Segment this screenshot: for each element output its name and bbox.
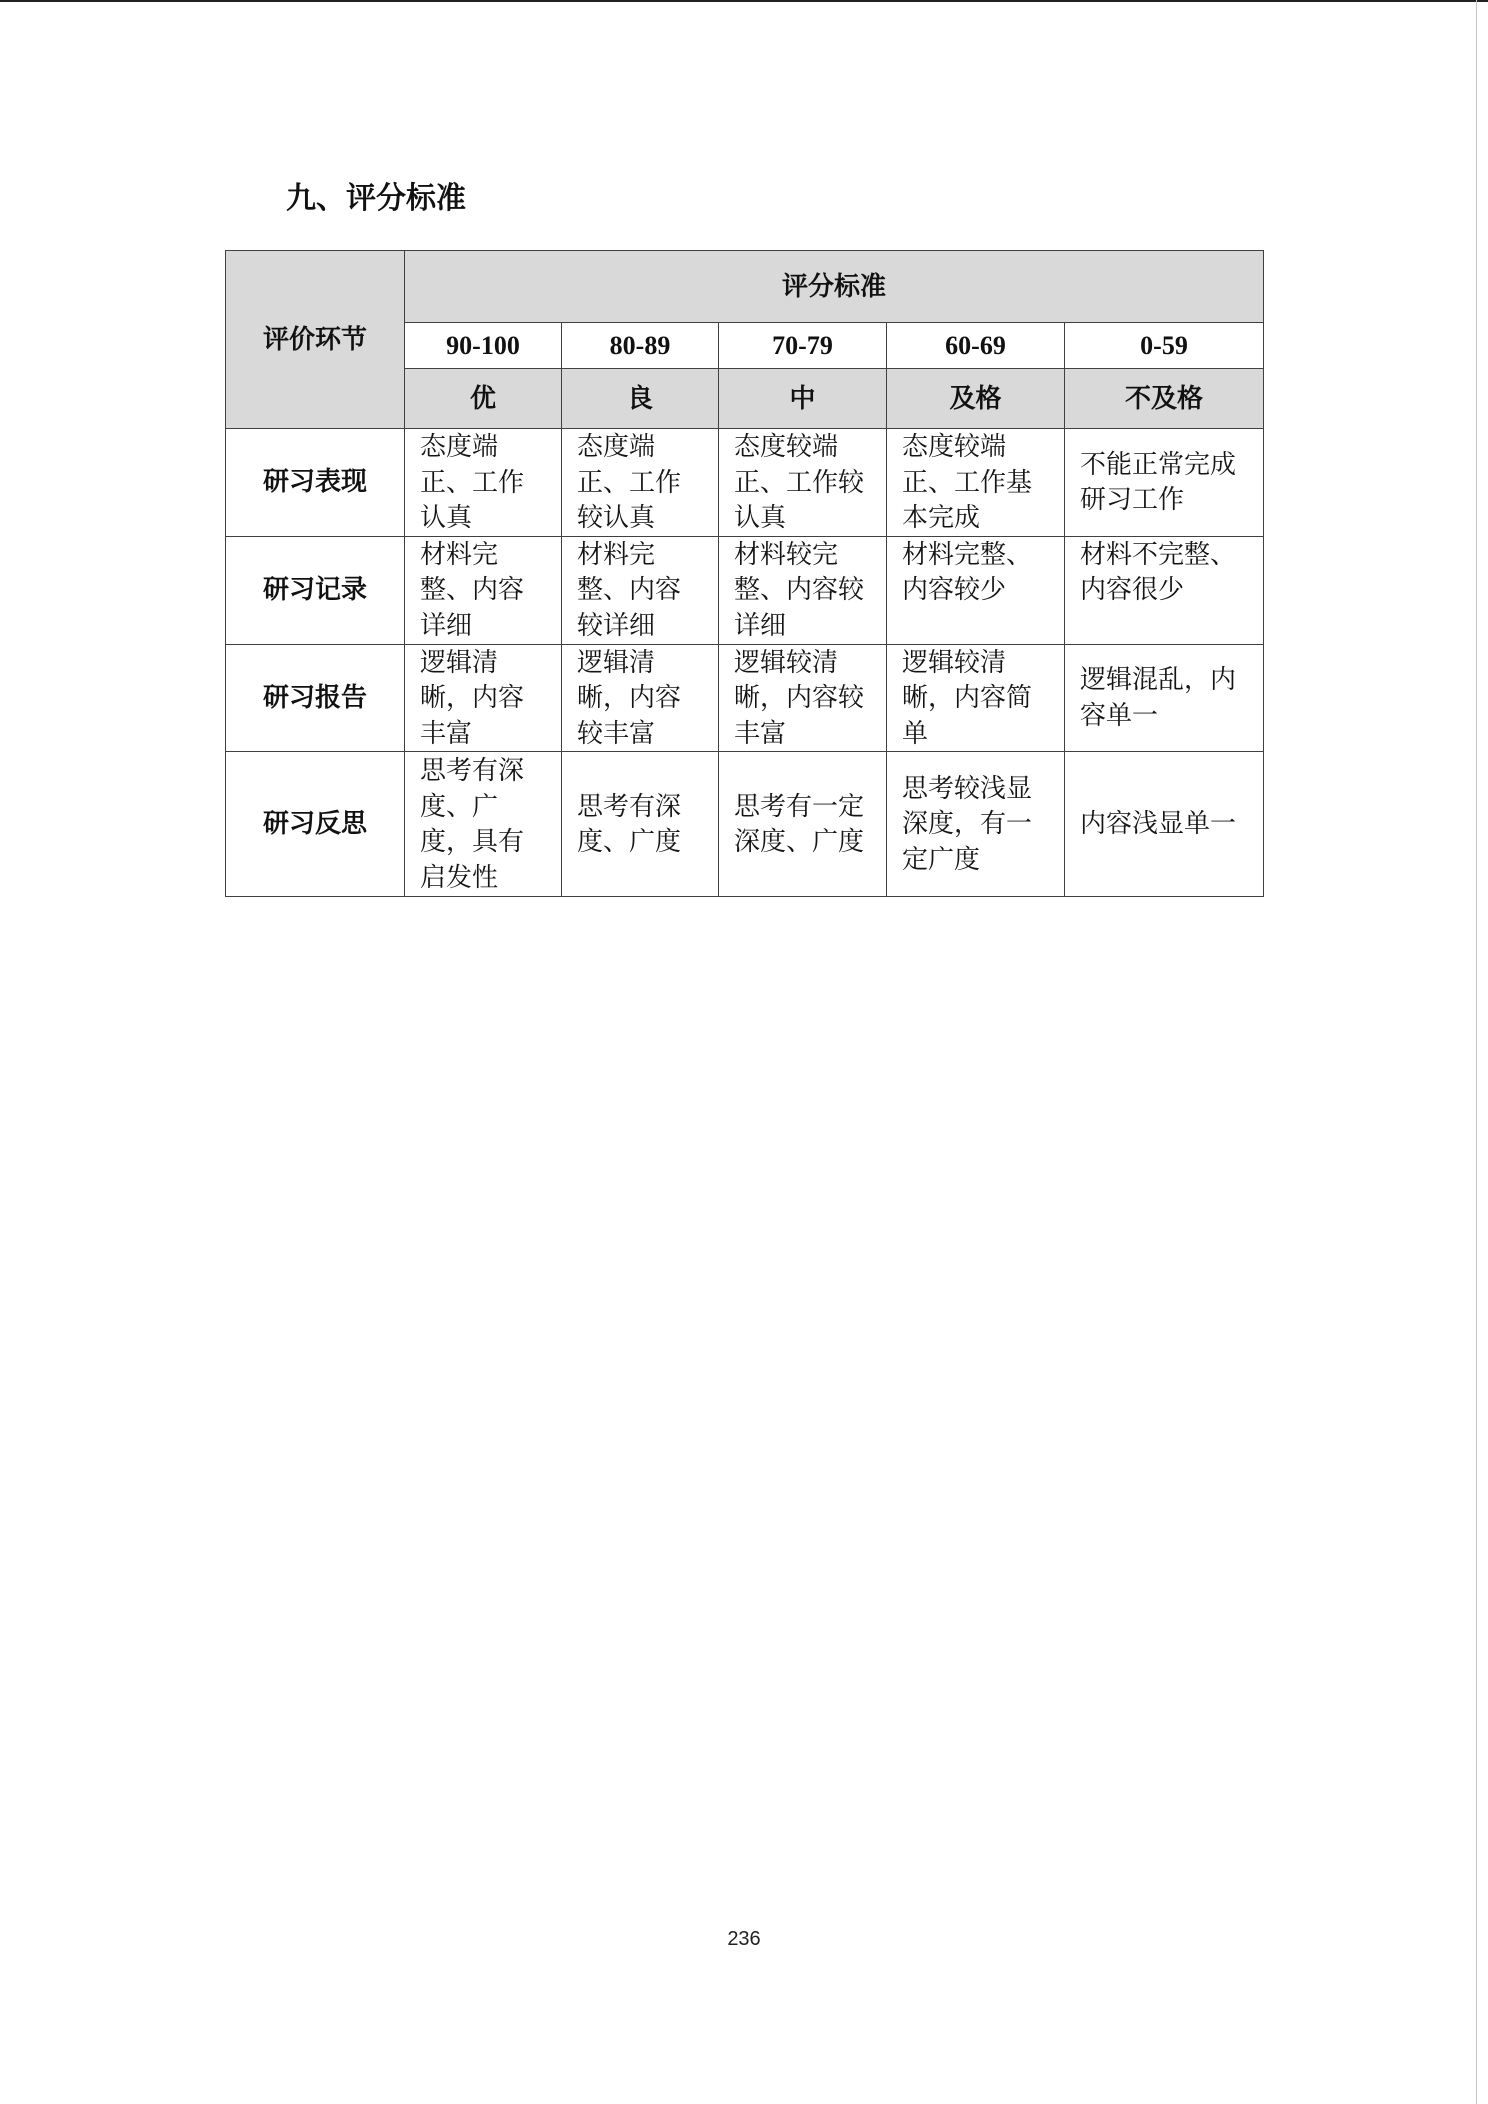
table-cell: 思考较浅显 深度，有一 定广度	[887, 752, 1065, 897]
table-cell: 态度端 正、工作 认真	[405, 429, 562, 537]
table-cell: 思考有一定 深度、广度	[719, 752, 887, 897]
table-cell: 不能正常完成 研习工作	[1065, 429, 1264, 537]
table-cell: 逻辑较清 晰，内容简 单	[887, 644, 1065, 752]
score-range-cell: 80-89	[562, 323, 719, 369]
page-number: 236	[727, 1928, 761, 1950]
table-row	[226, 752, 1264, 897]
table-cell: 材料完 整、内容 详细	[405, 536, 562, 644]
page-top-edge	[0, 0, 1488, 2]
grade-cell: 及格	[887, 369, 1065, 429]
table-cell: 材料完整、 内容较少	[887, 536, 1065, 644]
section-title: 九、评分标准	[286, 182, 466, 215]
table-row	[226, 644, 1264, 752]
group-header-cell: 评分标准	[405, 251, 1264, 323]
row-label: 研习记录	[226, 536, 405, 644]
header-row-group	[226, 251, 1264, 323]
table-cell: 逻辑清 晰，内容 丰富	[405, 644, 562, 752]
table-cell: 材料较完 整、内容较 详细	[719, 536, 887, 644]
grade-cell: 优	[405, 369, 562, 429]
grade-cell: 良	[562, 369, 719, 429]
row-label: 研习反思	[226, 752, 405, 897]
row-label: 研习表现	[226, 429, 405, 537]
grade-cell: 不及格	[1065, 369, 1264, 429]
score-range-cell: 0-59	[1065, 323, 1264, 369]
score-range-cell: 60-69	[887, 323, 1065, 369]
table-cell: 思考有深 度、广 度，具有 启发性	[405, 752, 562, 897]
table-cell: 逻辑清 晰，内容 较丰富	[562, 644, 719, 752]
score-range-cell: 90-100	[405, 323, 562, 369]
table-cell: 内容浅显单一	[1065, 752, 1264, 897]
table-cell: 逻辑较清 晰，内容较 丰富	[719, 644, 887, 752]
table-cell: 态度较端 正、工作基 本完成	[887, 429, 1065, 537]
table-cell: 思考有深 度、广度	[562, 752, 719, 897]
table-cell: 材料完 整、内容 较详细	[562, 536, 719, 644]
table-cell: 逻辑混乱，内 容单一	[1065, 644, 1264, 752]
table-row	[226, 536, 1264, 644]
row-label: 研习报告	[226, 644, 405, 752]
table-cell: 态度较端 正、工作较 认真	[719, 429, 887, 537]
score-range-cell: 70-79	[719, 323, 887, 369]
table-cell: 材料不完整、 内容很少	[1065, 536, 1264, 644]
corner-header-cell: 评价环节	[226, 251, 405, 429]
page-right-edge	[1476, 0, 1477, 2104]
table-row	[226, 429, 1264, 537]
table-cell: 态度端 正、工作 较认真	[562, 429, 719, 537]
grade-cell: 中	[719, 369, 887, 429]
grading-table	[225, 250, 1264, 897]
